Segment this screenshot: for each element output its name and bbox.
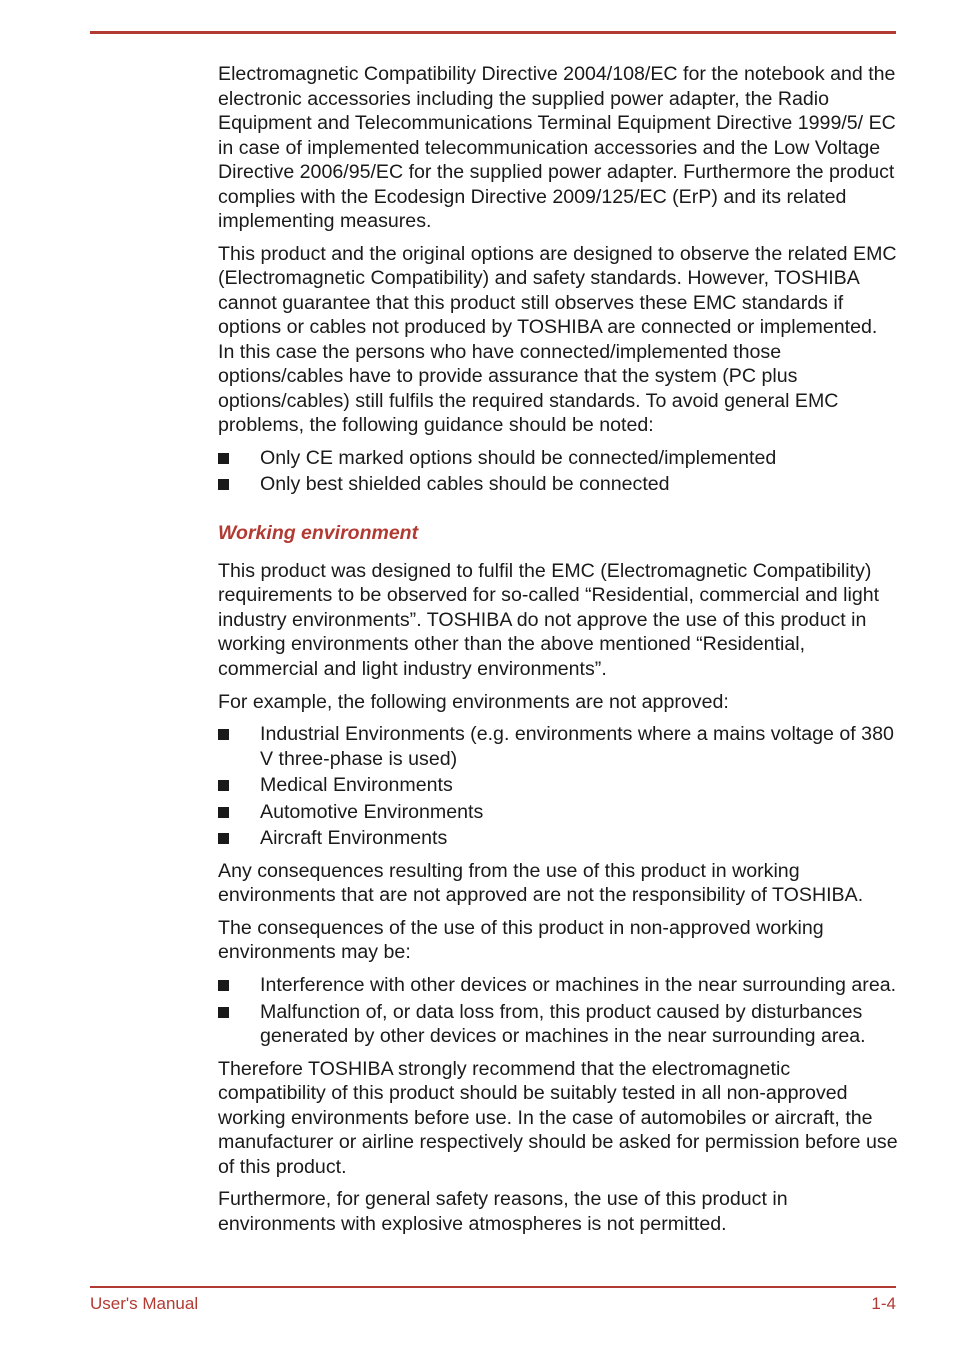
list-item: Aircraft Environments [218, 826, 898, 851]
paragraph-emc-standards: This product and the original options are designed to observe the related EMC (Electromagnetic Compatibility) and safety standards. However, TOSHIBA cannot guarantee that this product still observes these EMC standards if options or cables not produced by TOSHIBA are connected or implemented. In this case the persons who have connected/implemented those options/cables have to provide assurance that the system (PC plus options/cables) still fulfils the required standards. To avoid general EMC problems, the following guidance should be noted: [218, 242, 897, 437]
header-rule [90, 31, 896, 34]
list-item: Automotive Environments [218, 800, 898, 825]
footer-manual-title: User's Manual [90, 1294, 199, 1313]
paragraph-example: For example, the following environments are not approved: [218, 690, 729, 713]
list-item: Industrial Environments (e.g. environments where a mains voltage of 380 V three-phase is used) [218, 722, 898, 771]
list-item: Malfunction of, or data loss from, this product caused by disturbances generated by other devices or machines in the near surrounding area. [218, 1000, 898, 1049]
paragraph-directives: Electromagnetic Compatibility Directive 2004/108/EC for the notebook and the electronic accessories including the supplied power adapter, the Radio Equipment and Telecommunications Terminal Equipment Directive 1999/5/ EC in case of implemented telecommunication accessories and the Low Voltage Directive 2006/95/EC for the supplied power adapter. Furthermore the product complies with the Ecodesign Directive 2009/125/EC (ErP) and its related implementing measures. [218, 63, 896, 232]
bullet-square-icon [218, 1007, 229, 1018]
footer-rule [90, 1286, 896, 1288]
bullet-square-icon [218, 833, 229, 844]
page-content [218, 62, 898, 1245]
guidance-list [218, 446, 898, 497]
bullet-square-icon [218, 479, 229, 490]
not-approved-list [218, 722, 898, 851]
bullet-square-icon [218, 807, 229, 818]
bullet-square-icon [218, 453, 229, 464]
list-item: Medical Environments [218, 773, 898, 798]
bullet-square-icon [218, 780, 229, 791]
paragraph-emc-requirements: This product was designed to fulfil the EMC (Electromagnetic Compatibility) requirements to be observed for so-called “Residential, commercial and light industry environments”. TOSHIBA do not approve the use of this product in working environments other than the above mentioned “Residential, commercial and light industry environments”. [218, 559, 880, 680]
bullet-square-icon [218, 729, 229, 740]
list-item: Only best shielded cables should be connected [218, 472, 898, 497]
paragraph-recommendation: Therefore TOSHIBA strongly recommend that the electromagnetic compatibility of this product should be suitably tested in all non-approved working environments before use. In the case of automobiles or aircraft, the manufacturer or airline respectively should be asked for permission before use of this product. [218, 1057, 898, 1178]
paragraph-safety: Furthermore, for general safety reasons, the use of this product in environments with explosive atmospheres is not permitted. [218, 1188, 788, 1235]
list-item: Interference with other devices or machines in the near surrounding area. [218, 973, 898, 998]
consequences-list [218, 973, 898, 1049]
list-item: Only CE marked options should be connected/implemented [218, 446, 898, 471]
page-number: 1-4 [871, 1294, 896, 1313]
paragraph-consequences: Any consequences resulting from the use of this product in working environments that are not approved are not the responsibility of TOSHIBA. [218, 859, 864, 907]
bullet-square-icon [218, 980, 229, 991]
paragraph-consequences-may-be: The consequences of the use of this product in non-approved working environments may be: [218, 916, 824, 964]
section-heading: Working environment [218, 521, 419, 544]
